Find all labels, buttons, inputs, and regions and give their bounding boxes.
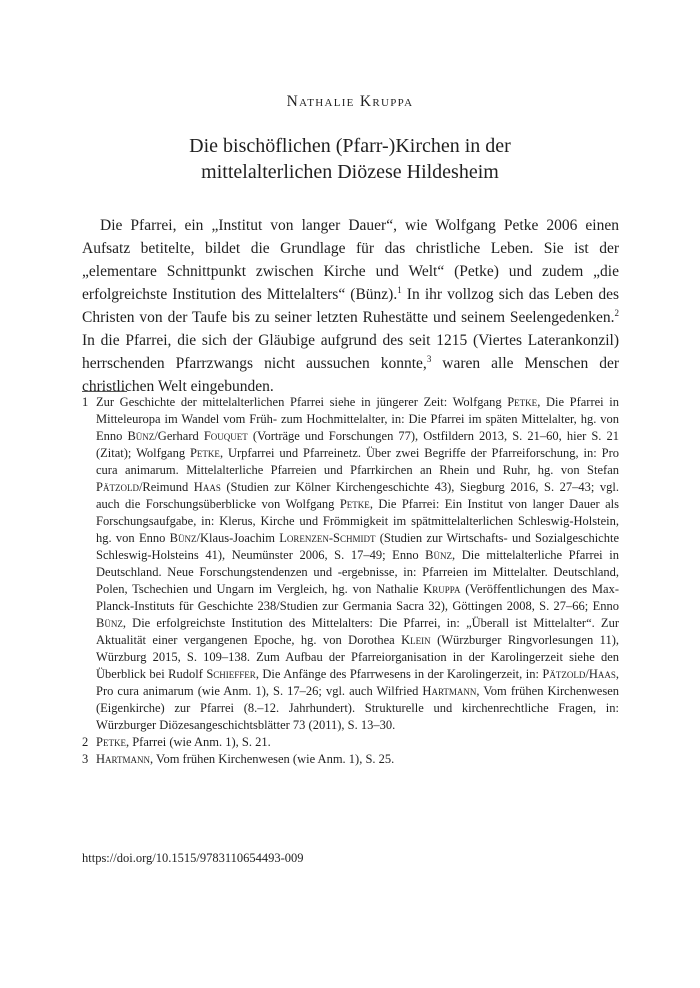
footnote-text: , Die mittelalterliche Pfarrei in Deutschland. Neue Forschungstendenzen und -ergebnisse, in: Pfarreien im Mittelalter. Deutschland, Polen, Tschechien und Ungarn im Vergleich, hg. von Nathalie bbox=[96, 548, 619, 596]
footnote-ref-3[interactable]: 3 bbox=[426, 354, 432, 364]
footnote-3 bbox=[82, 751, 619, 768]
footnote-ref-2[interactable]: 2 bbox=[614, 308, 619, 318]
footnote-text: , Pro cura animarum (wie Anm. 1), S. 17–26; vgl. auch Wilfried bbox=[96, 667, 619, 698]
author-small-caps: Hartmann bbox=[96, 752, 150, 766]
footnote-text: (Studien zur Wirtschafts- und Sozialgeschichte Schleswig-Holsteins 41), Neumünster 2006, S. 17–49; Enno bbox=[96, 531, 620, 562]
footnote-text: / bbox=[585, 667, 589, 681]
author-small-caps: Petke bbox=[189, 446, 220, 460]
footnote-ref-1[interactable]: 1 bbox=[397, 285, 402, 295]
footnote-text: Zur Geschichte der mittelalterlichen Pfarrei siehe in jüngerer Zeit: Wolfgang bbox=[96, 395, 508, 409]
chapter-title-line-2: mittelalterlichen Diözese Hildesheim bbox=[201, 161, 499, 183]
footnote-separator bbox=[82, 391, 127, 392]
doi-link[interactable]: https://doi.org/10.1515/9783110654493-009 bbox=[82, 851, 304, 865]
footnote-number: 1 bbox=[82, 395, 89, 409]
body-text-segment: In die Pfarrei, die sich der Gläubige aufgrund des seit 1215 (Viertes Laterankonzil) herrschenden Pfarrzwangs nicht aussuchen konnte, bbox=[82, 332, 619, 372]
author-small-caps: Bünz bbox=[425, 548, 453, 562]
footnote-text: , Die Pfarrei: Ein Institut von langer Dauer als Forschungsaufgabe, in: Klerus, Kirche und Frömmigkeit im spätmittelalterlichen Schleswig-Holstein, hg. von Enno bbox=[96, 497, 619, 545]
footnote-number: 3 bbox=[82, 752, 89, 766]
chapter-title bbox=[0, 133, 700, 185]
body-text-segment: Die Pfarrei, ein „Institut von langer Dauer“, wie Wolfgang Petke 2006 einen Aufsatz betitelte, bildet die Grundlage für das christliche Leben. Sie ist der „elementare Schnittpunkt zwischen Kirche und Welt“ (Petke) und zudem „die erfolgreichste Institution des Mittelalters“ (Bünz). bbox=[82, 217, 619, 303]
author-small-caps: Hartmann bbox=[422, 684, 477, 698]
chapter-title-line-1: Die bischöflichen (Pfarr-)Kirchen in der bbox=[189, 135, 511, 157]
footnotes bbox=[82, 394, 619, 768]
author-small-caps: Kruppa bbox=[423, 582, 461, 596]
footnote-text: , Vom frühen Kirchenwesen (wie Anm. 1), S. 25. bbox=[150, 752, 395, 766]
footnote-text: (Studien zur Kölner Kirchengeschichte 43), Siegburg 2016, S. 27–43; vgl. auch die Forschungsüberblicke von Wolfgang bbox=[96, 480, 619, 511]
footnote-text: (Würzburger Ringvorlesungen 11), Würzburg 2015, S. 109–138. Zum Aufbau der Pfarreiorganisation in der Karolingerzeit siehe den Überblick bei Rudolf bbox=[96, 633, 619, 681]
footnote-text: , Vom frühen Kirchenwesen (Eigenkirche) zur Pfarrei (8.–12. Jahrhundert). Strukturelle und kirchenrechtliche Fragen, in: Würzburger Diözesangeschichtsblätter 73 (2011), S. 13–30. bbox=[96, 684, 619, 732]
author-small-caps: Klein bbox=[401, 633, 431, 647]
footnote-text: , Urpfarrei und Pfarreinetz. Über zwei Begriffe der Pfarreiforschung, in: Pro cura animarum. Mittelalterliche Pfarreien und Pfarrkirchen an Rhein und Ruhr, hg. von Stefan bbox=[96, 446, 619, 477]
body-text-segment: In ihr vollzog sich das Leben des Christen von der Taufe bis zu seiner letzten Ruhestätte und seinem Seelengedenken. bbox=[82, 286, 620, 326]
author-small-caps: Bünz bbox=[127, 429, 155, 443]
author-small-caps: Pätzold bbox=[542, 667, 586, 681]
footnote-text: , Die Pfarrei in Mitteleuropa im Wandel vom Früh- zum Hochmittelalter, in: Die Pfarrei im späten Mittelalter, hg. von Enno bbox=[96, 395, 619, 443]
author-small-caps: Haas bbox=[588, 667, 616, 681]
footnote-1 bbox=[82, 394, 619, 734]
footnote-text: (Veröffentlichungen des Max-Planck-Instituts für Geschichte 238/Studien zur Germania Sacra 32), Göttingen 2008, S. 27–66; Enno bbox=[96, 582, 619, 613]
body-text bbox=[82, 214, 619, 398]
author-small-caps: Bünz bbox=[96, 616, 123, 630]
author-name: Nathalie Kruppa bbox=[286, 93, 414, 110]
footnote-text: , Pfarrei (wie Anm. 1), S. 21. bbox=[125, 735, 271, 749]
author-small-caps: Lorenzen-Schmidt bbox=[279, 531, 376, 545]
footnote-text: , Die erfolgreichste Institution des Mittelalters: Die Pfarrei, in: „Überall ist Mittelalter“. Zur Aktualität einer vergangenen Epoche, hg. von Dorothea bbox=[96, 616, 619, 647]
author-small-caps: Haas bbox=[193, 480, 221, 494]
footnote-text: , Die Anfänge des Pfarrwesens in der Karolingerzeit, in: bbox=[255, 667, 543, 681]
author-small-caps: Bünz bbox=[169, 531, 197, 545]
author-small-caps: Petke bbox=[339, 497, 370, 511]
author-small-caps: Petke bbox=[507, 395, 538, 409]
author-small-caps: Schieffer bbox=[206, 667, 256, 681]
author-small-caps: Fouquet bbox=[203, 429, 248, 443]
footnote-number: 2 bbox=[82, 735, 89, 749]
footnote-text: /Gerhard bbox=[154, 429, 204, 443]
author-small-caps: Pätzold bbox=[96, 480, 139, 494]
author-small-caps: Petke bbox=[96, 735, 126, 749]
body-text-segment: waren alle Menschen der christlichen Welt eingebunden. bbox=[82, 355, 619, 395]
footnote-text: /Reimund bbox=[138, 480, 194, 494]
body-paragraph bbox=[82, 214, 619, 398]
footnote-text: /Klaus-Joachim bbox=[196, 531, 280, 545]
footnote-text: (Vorträge und Forschungen 77), Ostfildern 2013, S. 21–60, hier S. 21 (Zitat); Wolfgang bbox=[96, 429, 620, 460]
footnote-2 bbox=[82, 734, 619, 751]
